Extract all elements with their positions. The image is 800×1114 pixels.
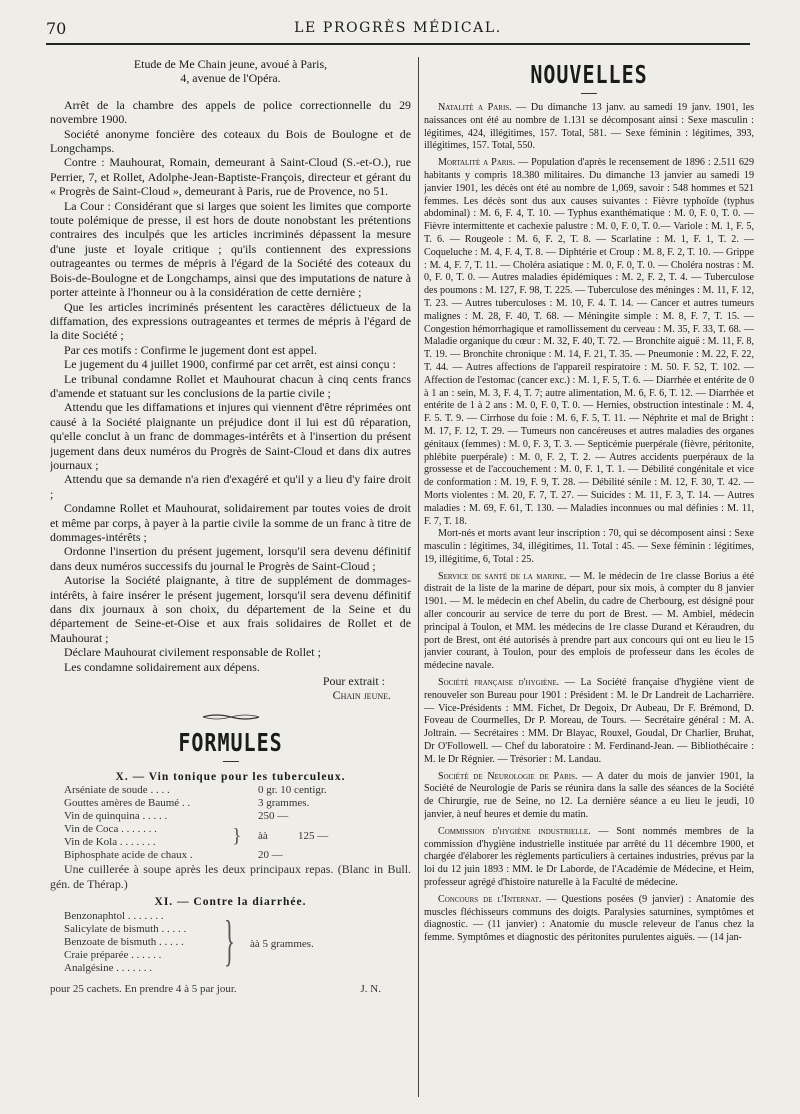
news-title: Concours de l'Internat. bbox=[438, 893, 542, 905]
news-text: — Population d'après le recensement de 1896 : 2.511 629 habitants y compris 18.380 militaires. Du dimanche 13 janvier au samedi 19 janvier 1901, les décès ont été au nombre de 1,069, savoir : 548 hommes et 521 femmes. Les décès sont dus aux causes suivantes : Fièvre typhoïde (typhus abdominal) : M. 6, F. 4, T. 10. — Typhus exanthématique : M. 0, F. 0, T. 0. — Fièvre intermittente et cachexie palustre : M. 0, F. 0, T. 0.— Variole : M. 1, F. 5, T. 6. — Rougeole : M. 6, F. 2, T. 8. — Scarlatine : M. 1, F. 1, T. 2. — Coqueluche : M. 4, F. 4, T. 8. — Diphtérie et Croup : M. 8, F. 2, T. 10. — Grippe : M. 4, F. 7, T. 11. — Choléra asiatique : M. 0, F. 0, T. 0. — Choléra nostras : M. 0, F. 0, T. 0. — Autres maladies épidémiques : M. 2, F. 2, T. 4. — Tuberculose des poumons : M. 127, F. 98, T. 225. — Tuberculose des méninges : M. 11, F. 12, T. 23. — Autres tuberculoses : M. 10, F. 4. T. 14. — Cancer et autres tumeurs malignes : M. 28, F. 40, T. 68. — Méningite simple : M. 8, F. 7, T. 15. — Congestion hémorrhagique et ramollissement du cerveau : M. 35, F. 33, T. 68. — Maladie organique du cœur : M. 32, F. 40, T. 72. — Bronchite aiguë : M. 11, F. 8, T. 19. — Bronchite chronique : M. 14, F. 21, T. 35. — Pneumonie : M. 22, F. 22, T. 44. — Autres affections de l'appareil respiratoire : M. 50. F. 52, T. 102. — Affection de l'estomac (cancer exc.) : M. 1, F. 5, T. 6. — Diarrhée et entérite de 0 à 1 an : sein, M. 3, F. 4, T. 7; autre alimentation, M. 6, F. 6, T. 12. — Diarrhée et entérite de 1 à 2 ans : M. 0, F. 0, T. 0. — Hernies, obstruction intestinale : M. 4, F. 5. T. 9. — Cirrhose du foie : M. 6, F. 5, T. 11. — Néphrite et mal de Bright : M. 17, F. 12, T. 29. — Tumeurs non cancéreuses et autres maladies des organes génitaux (femmes) : M. 0, F. 3, T. 3. — Septicémie puerpérale (fièvre, péritonite, phlébite puerpérale) : M. 0, F. 2, T. 2. — Autres accidents puerpéraux de la grossesse et de l'accouchement : M. 0, F. 1, T. 1. — Débilité congénitale et vice de conformation : M. 19, F. 9, T. 28. — Débilité sénile : M. 12, F. 30, T. 42. — Morts violentes : M. 20, F. 7, T. 27. — Suicides : M. 11, F. 3, T. 14. — Autres maladies : M. 69, F. 61, T. 130. — Maladies inconnues ou mal définies : M. 11, F. 7, T. 18. bbox=[424, 157, 754, 527]
right-column bbox=[424, 57, 754, 1097]
formula-row: Vin de Coca . . . . . . . } àà 125 — bbox=[64, 823, 364, 836]
paragraph: La Cour : Considérant que si larges que soient les limites que comporte toute polémique de presse, il est hors de doute nonobstant les prétentions contraires des inculpés que les articles incriminés dépassent la mesure d'une juste et loyale critique ; qu'ils contiennent des expressions outrageantes ou termes de mépris à l'égard de la Société des coteaux du Bois-de-Boulogne et de Longchamps, ainsi que des imputations de nature à porter atteinte à l'honneur ou à la considération de cette dernière ; bbox=[50, 198, 411, 300]
paragraph: Déclare Mauhourat civilement responsable de Rollet ; bbox=[64, 645, 321, 660]
formula-11-title: XI. — Contre la diarrhée. bbox=[154, 896, 307, 909]
news-text: — M. le médecin de 1re classe Borius a été distrait de la liste de la marine de départ, pour six mois, à compter du 8 janvier 1901. — M. le médecin en chef Abelin, du cadre de Cherbourg, est désigné pour aller concourir au service de terre du port de Brest. — M. Ambiel, médecin principal à Toulon, et MM. les médecins de 1re classe Durand et Kéraudren, du port de Brest, ont été autorisés à prendre part aux concours qui ont eu lieu le 15 janvier courant, à Toulon, pour des emplois de professeur dans les écoles de médecine navale. bbox=[424, 570, 754, 672]
news-item-mort-nes: Mort-nés et morts avant leur inscription : 70, qui se décomposent ainsi : Sexe masculin : légitimes, 34, illégitimes, 11. Total : 45. — Sexe féminin : légitimes, 19, illégitime, 6, Total : 25. bbox=[424, 528, 754, 565]
formula-10-note: Une cuillerée à soupe après les deux principaux repas. (Blanc in Bull. gén. de Thérap.) bbox=[50, 862, 411, 891]
paragraph: Condamne Rollet et Mauhourat, solidairement par toutes voies de droit et même par corps, à payer à la partie civile la somme de un franc à titre de dommages-intérêts ; bbox=[50, 501, 411, 544]
running-header bbox=[46, 19, 750, 45]
journal-title: LE PROGRÈS MÉDICAL. bbox=[294, 20, 502, 36]
ingredient-dose: 0 gr. 10 centigr. bbox=[258, 784, 327, 797]
paragraph: Le tribunal condamne Rollet et Mauhourat chacun à cinq cents francs d'amende et statuant sur les conclusions de la partie civile ; bbox=[50, 371, 411, 400]
formula-row bbox=[64, 797, 364, 810]
formula-11-note: pour 25 cachets. En prendre 4 à 5 par jour. bbox=[50, 982, 237, 995]
extract-signature: Chain jeune. bbox=[332, 688, 391, 703]
ingredient-name: Vin de Kola . . . . . . . bbox=[64, 836, 156, 849]
news-item-natalite bbox=[424, 102, 754, 153]
news-item-internat bbox=[424, 894, 754, 945]
ingredient-name: Salicylate de bismuth . . . . . bbox=[64, 922, 187, 935]
paragraph: Arrêt de la chambre des appels de police correctionnelle du 29 novembre 1900. bbox=[50, 97, 411, 127]
ingredient-name: Analgésine . . . . . . . bbox=[64, 961, 152, 974]
paragraph: Ordonne l'insertion du présent jugement, lorsqu'il sera devenu définitif dans deux numéros successifs du journal le Progrès de Saint-Cloud ; bbox=[50, 544, 411, 573]
ingredient-name: Benzoate de bismuth . . . . . bbox=[64, 935, 184, 948]
ingredient-name: Biphosphate acide de chaux . bbox=[64, 849, 193, 862]
paragraph: Autorise la Société plaignante, à titre de supplément de dommages-intérêts, à faire insérer le présent jugement, lorsqu'il sera devenu définitif dans dix journaux à son choix, du département de la Seine et du département de Seine-et-Oise et aux frais solidaires de Rollet et de Mauhourat ; bbox=[50, 573, 411, 645]
news-text: — Questions posées (9 janvier) : Anatomie des muscles fléchisseurs communs des doigts. Paralysies saturnines, symptômes et diagnostic. — (11 janvier) : Anatomie du muscle releveur de l'anus chez la femme. Symptômes et diagnostic des péritonites purulentes aiguës. — (14 jan- bbox=[424, 893, 754, 944]
news-text: — La Société française d'hygiène vient de renouveler son Bureau pour 1901 : Président : M. le Dr Landreit de Lacharrière. — Vice-Présidents : MM. Fichet, Dr Degoix, Dr Aubeau, Dr F. Brémond, D. Foveau de Courmelles, Dr P. Moreau, de Tours. — Secrétaire général : M. A. Joltrain. — Secrétaires : MM. Dr Blayac, Rouxel, Goudal, Dr Charlier, Bruhat, Dr O'Followell. — Chef du laboratoire : M. Ferdinand-Jean. — Bibliothécaire : M. le Dr Régnier. — Trésorier : M. Landau. bbox=[424, 677, 754, 765]
ornament-divider bbox=[50, 711, 411, 721]
news-title: Société de Neurologie de Paris. bbox=[438, 770, 578, 782]
paragraph: Contre : Mauhourat, Romain, demeurant à Saint-Cloud (S.-et-O.), rue Perrier, 7, et Rollet, Adolphe-Jean-Baptiste-François, directeur et gérant du « Progrès de Saint-Cloud », demeurant à Paris, rue de Provence, no 51. bbox=[50, 155, 411, 199]
paragraph: Attendu que sa demande n'a rien d'exagéré et qu'il y a lieu d'y faire droit ; bbox=[50, 472, 411, 501]
aa-marker: àà bbox=[258, 829, 268, 842]
news-item-neurologie bbox=[424, 771, 754, 822]
address-line-2: 4, avenue de l'Opéra. bbox=[180, 71, 281, 86]
formula-row bbox=[64, 784, 364, 797]
news-title: Mortalité a Paris. bbox=[438, 157, 516, 169]
news-text: — A dater du mois de janvier 1901, la Société de Neurologie de Paris se réunira dans la salle des séances de la Société de Chirurgie, rue de Seine, no 12. La dernière séance a eu lieu le jeudi, 10 janvier, à neuf heures et demie du matin. bbox=[424, 770, 754, 821]
ingredient-name: Vin de Coca . . . . . . . bbox=[64, 823, 157, 836]
ingredient-name: Arséniate de soude . . . . bbox=[64, 784, 170, 797]
news-item-marine bbox=[424, 571, 754, 673]
news-title: Société française d'hygiène. bbox=[438, 677, 560, 689]
column-divider bbox=[418, 57, 419, 1097]
heading-rule bbox=[223, 761, 239, 762]
brace-mark: } bbox=[224, 909, 235, 972]
ingredient-dose: 250 — bbox=[258, 810, 289, 823]
news-text: — Sont nommés membres de la commission d'hygiène industrielle instituée par arrêté du 11 décembre 1900, et chargée d'élaborer les règlements particuliers à certaines industries, prévus par la loi du 12 juin 1893 : MM. le Dr Laborde, de l'Académie de Médecine, et Heim, professeur agrégé d'histoire naturelle à la Faculté de médecine. bbox=[424, 825, 754, 889]
paragraph: Que les articles incriminés présentent les caractères délictueux de la diffamation, des expressions outrageantes et termes de mépris à l'égard de la dite Société ; bbox=[50, 299, 411, 343]
news-item-hygiene bbox=[424, 677, 754, 767]
formula-row bbox=[64, 849, 364, 862]
formules-heading: FORMULES bbox=[178, 726, 283, 757]
extract-label: Pour extrait : bbox=[322, 674, 385, 689]
news-item-mortalite bbox=[424, 157, 754, 528]
paragraph: Les condamne solidairement aux dépens. bbox=[64, 659, 260, 674]
news-title: Natalité a Paris. bbox=[438, 102, 512, 113]
ingredient-dose: 3 grammes. bbox=[258, 797, 310, 810]
news-title: Commission d'hygiène industrielle. bbox=[438, 825, 591, 837]
ingredient-name: Vin de quinquina . . . . . bbox=[64, 810, 168, 823]
left-column bbox=[50, 57, 411, 1097]
paragraph: Le jugement du 4 juillet 1900, confirmé par cet arrêt, est ainsi conçu : bbox=[64, 357, 396, 372]
ingredient-dose: 125 — bbox=[298, 829, 329, 842]
address-line-1: Etude de Me Chain jeune, avoué à Paris, bbox=[133, 57, 328, 71]
formula-row bbox=[64, 810, 364, 823]
nouvelles-heading: NOUVELLES bbox=[530, 59, 648, 89]
author-initials: J. N. bbox=[360, 982, 381, 995]
ingredient-dose: 20 — bbox=[258, 849, 283, 862]
paragraph: Société anonyme foncière des coteaux du Bois de Boulogne et de Longchamps. bbox=[50, 126, 411, 156]
ingredient-name: Gouttes amères de Baumé . . bbox=[64, 797, 191, 810]
page-number: 70 bbox=[46, 19, 67, 38]
formula-10-title: X. — Vin tonique pour les tuberculeux. bbox=[115, 770, 346, 783]
formula-11-table bbox=[64, 910, 411, 982]
news-item-commission bbox=[424, 826, 754, 890]
news-title: Service de santé de la marine. bbox=[438, 570, 567, 582]
ingredient-name: Craie préparée . . . . . . bbox=[64, 948, 162, 961]
heading-rule bbox=[581, 93, 597, 94]
paragraph: Attendu que les diffamations et injures qui viennent d'être réprimées ont causé à la Société plaignante un préjudice dont il lui est dû réparation, qu'elle conclut à un franc de dommages-intérêts et à l'insertion du présent jugement dans deux numéros du Progrès de Saint-Cloud et dans dix autres journaux ; bbox=[50, 400, 411, 472]
ingredient-name: Benzonaphtol . . . . . . . bbox=[64, 909, 164, 922]
paragraph: Par ces motifs : Confirme le jugement dont est appel. bbox=[64, 342, 317, 357]
news-text: — Du dimanche 13 janv. au samedi 19 janv. 1901, les naissances ont été au nombre de 1.131 se décomposant ainsi : Sexe masculin : légitimes, 424, illégitimes, 157. Total, 581. — Sexe féminin : légitimes, 393, illégitimes, 157. Total, 550. bbox=[424, 102, 754, 152]
formula-10-table bbox=[64, 784, 364, 862]
ingredient-dose: àà 5 grammes. bbox=[250, 937, 314, 950]
